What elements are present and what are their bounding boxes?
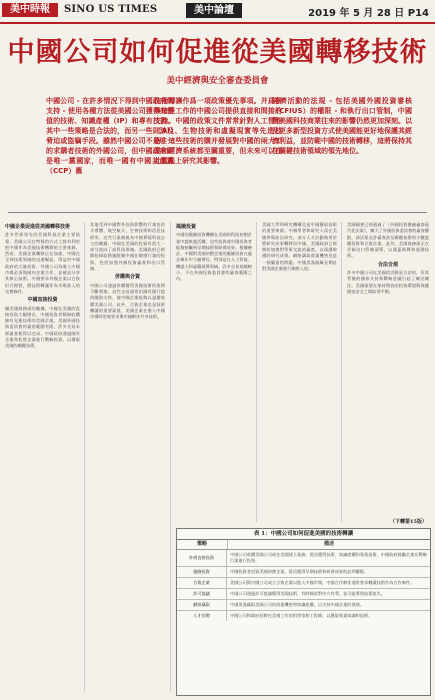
column-divider: [84, 222, 85, 692]
lead-paragraph-1: 中國公司 - 在許多情況下得到中國政府的支持 - 使用各種方法從美國公司獲得有價值的技術、知識產權（IP）和專有技術。其中一些策略是合法的，而另一些則涉及脅迫或盜竊手段。雖然中國公司不是唯一的求購者技術的外國公司，但中國政府則是唯一黨國家，而唯一國有中國共產黨（CCP）舊: [46, 97, 174, 175]
body-text: 許多中國公司在美國的活動是合法的，但其背後的國家支持和戰略意圖引起了廣泛關注。美國需要在保持開放的投資環境與保護國家安全之間取得平衡。: [347, 270, 429, 294]
byline: 美中經濟與安全審查委員會: [166, 76, 269, 86]
table-cell: 中國公司和政府招聘在美國工作的科學家和工程師，以獲取專業知識和技術。: [230, 613, 373, 618]
table-row: [177, 589, 430, 600]
table-row: [177, 550, 430, 567]
table-cell: 風險投資: [177, 567, 227, 577]
section-heading: 風險投資: [176, 224, 197, 230]
strategy-table: [176, 528, 431, 696]
table-header-cell: 策略: [177, 540, 228, 549]
article-column-2: [90, 222, 165, 692]
body-text: 據美國商務部的數據，中國在美國的直接投資大幅增長，中國投資者積極收購擁有先進技術的美國企業。美國外國投資委員會的審查範圍有限，許多交易未經審查便得以完成。中國政府通過國有企業和私營企業進行戰略投資，以獲取美國的關鍵技術。: [5, 305, 80, 349]
body-text: 中國的風險投資機構在美國的科技初創企業中越來越活躍。這些投資使中國投資者能夠接觸到早期技術和研發成果。根據統計，中國對美國初創企業的風險投資在過去幾年中大幅增長，特別是在人工智能、機器人和虛擬現實領域。許多交易規模較小，不在外國投資委員會的審查範圍之內。: [176, 232, 252, 282]
page-title: 中國公司如何促進從美國轉移技術: [7, 37, 428, 68]
newspaper-name: SINO US TIMES: [64, 4, 158, 15]
table-cell: 美國公司與中國公司成立合資企業以進入中國市場，中國合作夥伴通常要求轉讓技術作為合作條件。: [230, 580, 415, 585]
table-cell: 合資企業: [177, 578, 227, 588]
table-header: [177, 540, 430, 550]
lead-paragraph-3: 經濟活動的法規 - 包括美國外國投資審核（CFIUS）的權限 - 和執行出口管制，中國對美國科技商業往來的影響仍然更加深刻。以及更多新型投資方式使美國能更好地保護其經濟利益，並防範中國的技術轉移，這將保持其在關鍵技術領域的領先地位。: [272, 97, 412, 155]
body-text: 美國國會已經通過了《外國投資風險審查現代化法案》，擴大了外國投資委員會的審查權限。該法案允許審查涉及關鍵技術的少數股權投資和合資企業。此外，美國商務部正在更新出口管制清單，以涵蓋新興和基礎技術。: [347, 222, 429, 259]
divider: [8, 212, 427, 213]
table-cell: 中國投資者投資美國初創企業，從而獲得早期技術和研發成果的訪問權限。: [230, 569, 369, 574]
section-label: 美中論壇: [186, 3, 242, 18]
article-column-5: [347, 222, 429, 522]
table-row: [177, 600, 430, 611]
column-divider: [341, 222, 342, 522]
article-column-3: [176, 222, 252, 522]
table-row: [177, 567, 430, 578]
body-text: 中國公司通過併購獲得美國技術的案例不斷增加。這些交易通常由國有銀行提供融資支持，使中國企業能夠以溢價收購美國公司。此外，合資企業也是技術轉讓的重要渠道，美國企業在進入中國市場時常被要求與中國夥伴共享技術。: [90, 282, 165, 320]
table-cell: 外商直接投資: [177, 550, 227, 566]
table-cell: 網絡竊取: [177, 600, 227, 610]
table-cell: 中國公司通過許可協議獲得美國技術，有時條款對中方有利，並可能導致技術流失。: [230, 591, 385, 596]
table-header-cell: 描述: [323, 541, 334, 547]
table-cell: 許可協議: [177, 589, 227, 599]
table-row: [177, 611, 430, 621]
section-heading: 合法合規: [377, 261, 398, 268]
column-divider: [170, 222, 171, 692]
column-divider: [256, 222, 257, 522]
masthead: [0, 0, 435, 24]
table-cell: 中國黑客竊取美國公司的商業機密和知識產權，以支持中國企業的發展。: [230, 602, 365, 607]
newspaper-logo: 美中時報: [2, 3, 58, 17]
body-text: 美國大學和研究機構也是中國獲取技術的重要來源。中國學者和研究人員在美國參與前沿研究，部分人才計劃被用於將研究成果轉移回中國。美國政府已經開始加強對學術交流的審查，以保護敏感的研究成果。網絡竊取商業機密也是一個嚴重的問題，中國黑客組織長期針對美國企業進行網絡入侵。: [262, 222, 337, 272]
article-column-1: [5, 222, 80, 692]
section-heading: 中國直接投資: [27, 297, 58, 304]
body-text: 許多世界領先的美國科技企業主要依靠，美國公司在特殊的方式上都有利於把中國作為美國技術轉移的主要來源。然而，美國企業轉移正在加速。中國在全球技術領域的迅速崛起，得益於中國政府的大量投資。外國公司為進入中國市場必須與國內企業合作，並被迫分享其核心技術。中國要求外國企業以合資形式經營，將技術轉讓作為市場准入的交換條件。: [5, 232, 80, 294]
lead-paragraph-2: 技術轉讓作爲一項政策優先事項。并爲參與這些工作的中國公司提供直接和間接的支持。中國的政策文件常常針對人工智能（AI）、生物技術和虛擬現實等先進技術。這些技術的購并發展對中國的兩大工業和經濟系統都至關重要，但未來可以在此觀點上研究其影響。: [154, 97, 282, 165]
issue-date: 2019 年 5 月 28 日 P14: [308, 8, 429, 19]
table-row: [177, 578, 430, 589]
body-text: 其他受到中國對外投資影響的行業包括半導體、航空航天、生物技術和信息技術等。這些行業被視為中國實現科技自主的關鍵。中國在美國的投資有很大一部分流向了高科技領域。美國政府已經開始採取措施限制中國在敏感行業的投資，包括加強外國投資審查和出口管制。: [90, 222, 165, 272]
table-cell: 人才招聘: [177, 611, 227, 621]
section-heading: 併購與合資: [114, 274, 140, 281]
table-title: 表 1：中國公司如何促進美國的技術轉讓: [177, 529, 430, 540]
table-cell: 中國公司收購美國公司或在美國建立業務，從而獲得技術、知識產權和專業技術。中國政府鼓勵企業在戰略行業進行投資。: [230, 552, 427, 563]
continued-note: （下轉第15版）: [390, 519, 427, 525]
article-column-4: [262, 222, 337, 522]
section-heading: 中國企業促進從美國轉移技術: [5, 224, 71, 230]
